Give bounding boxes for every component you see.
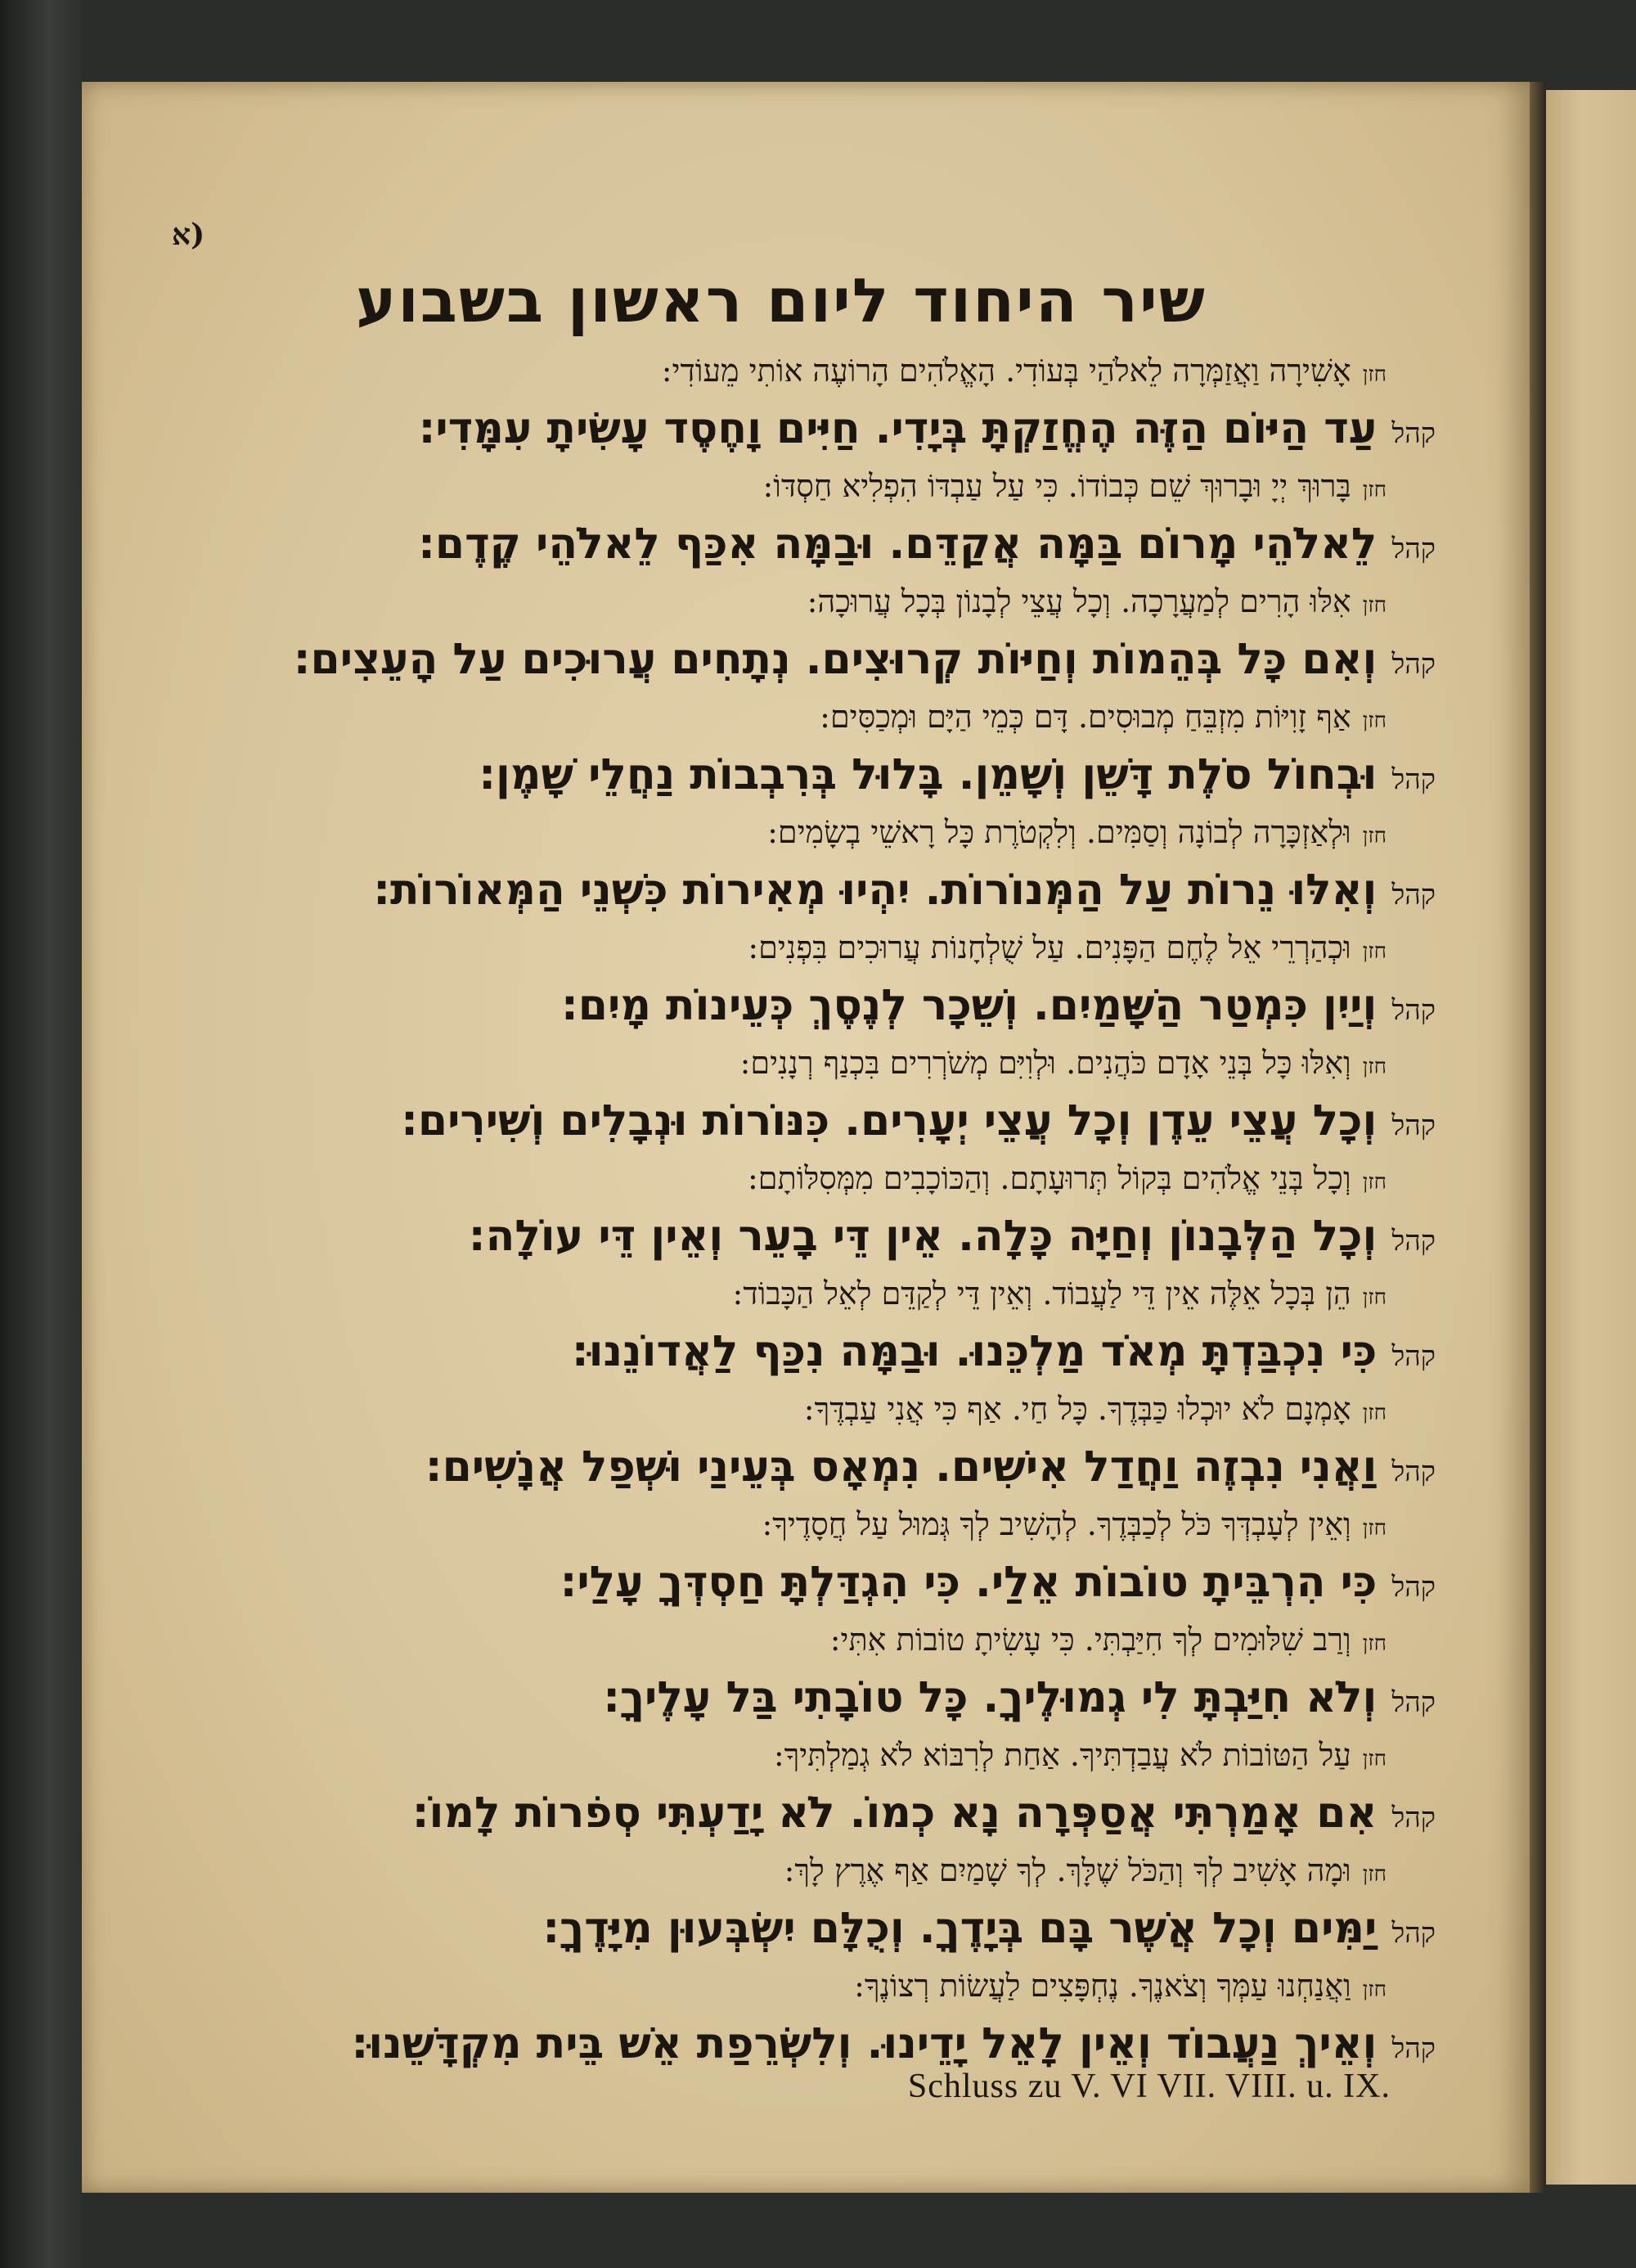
verse-text: וְאִם כָּל בְּהֵמוֹת וְחַיּוֹת קְרוּצִים. נְתָחִים עֲרוּכִים עַל הָעֵצִים: — [293, 635, 1378, 684]
verse-line-kahal — [209, 860, 1436, 920]
verse-line-kahal — [209, 514, 1436, 574]
kahal-marker: קהל — [1391, 879, 1436, 911]
verse-text: וְכָל עֲצֵי עֵדֶן וְכָל עֲצֵי יְעָרִים. כִּנּוֹרוֹת וּנְבָלִים וְשִׁירִים: — [401, 1096, 1378, 1145]
verse-line-kahal — [209, 1552, 1436, 1613]
verse-line-kahal — [209, 1321, 1436, 1382]
verse-text: עַד הַיּוֹם הַזֶּה הֶחֱזַקְתָּ בְּיָדִי. חַיִּים וָחֶסֶד עָשִׂיתָ עִמָּדִי: — [418, 404, 1378, 453]
verse-text: וְאִלּוּ נֵרוֹת עַל הַמְּנוֹרוֹת. יִהְיוּ מְאִירוֹת כִּשְׁנֵי הַמְּאוֹרוֹת: — [373, 866, 1378, 915]
kahal-marker: קהל — [1391, 763, 1436, 796]
verse-text: וַאֲנִי נִבְזֶה וַחֲדַל אִישִׁים. נִמְאָס בְּעֵינַי וּשְׁפַל אֲנָשִׁים: — [425, 1442, 1378, 1492]
page-title: שיר היחוד ליום ראשון בשבוע — [356, 266, 1207, 336]
adjacent-page-edge — [1546, 90, 1636, 2185]
verse-text: הֵן בְּכָל אֵלֶּה אֵין דֵּי לַעֲבוֹד. וְאֵין דֵּי לְקַדֵּם לְאֵל הַכָּבוֹד: — [732, 1276, 1351, 1312]
verse-text: אִם אָמַרְתִּי אֲסַפְּרָה נָא כְמוֹ. לֹא יָדַעְתִּי סְפֹרוֹת לָמוֹ: — [411, 1789, 1378, 1838]
verse-line-kahal — [209, 629, 1436, 690]
verse-text: וְאֵין לְעָבְדְּךָ כֹּל לְכַבְּדֶךָ. לְהָשִׁיב לְךָ גְּמוּל עַל חֲסָדֶיךָ: — [762, 1506, 1351, 1542]
verse-line-chazan — [209, 1497, 1436, 1552]
verse-text: וּמָה אָשִׁיב לְךָ וְהַכֹּל שֶׁלָּךְ. לְךָ שָׁמַיִם אַף אֶרֶץ לָךְ: — [784, 1852, 1351, 1888]
verse-text: לֵאלֹהֵי מָרוֹם בַּמָּה אֲקַדֵּם. וּבַמָּה אִכַּף לֵאלֹהֵי קֶדֶם: — [418, 520, 1378, 569]
chazan-marker: חזן — [1362, 1055, 1387, 1079]
chazan-marker: חזן — [1362, 1978, 1387, 2002]
verse-line-chazan — [209, 459, 1436, 514]
chazan-marker: חזן — [1362, 362, 1387, 387]
verse-text: וְיַיִן כִּמְטַר הַשָּׁמַיִם. וְשֵׁכָר לְנֶסֶךְ כְּעֵינוֹת מָיִם: — [561, 981, 1378, 1030]
footer-note: Schluss zu V. VI VII. VIII. u. IX. — [907, 2068, 1391, 2105]
kahal-marker: קהל — [1391, 1571, 1436, 1604]
verse-line-kahal — [209, 975, 1436, 1036]
chazan-marker: חזן — [1362, 1631, 1387, 1656]
chazan-marker: חזן — [1362, 1285, 1387, 1310]
verse-text: וְלֹא חִיַּבְתָּ לִי גְמוּלֶיךָ. כָּל טוֹבָתִי בַּל עָלֶיךָ: — [603, 1673, 1378, 1722]
verse-text: בָּרוּךְ יְיָ וּבָרוּךְ שֵׁם כְּבוֹדוֹ. כִּי עַל עַבְדּוֹ הִפְלִיא חַסְדּוֹ: — [762, 468, 1351, 504]
chazan-marker: חזן — [1362, 478, 1387, 502]
verse-text: וּבְחוֹל סֹלֶת דָּשֵׁן וְשָׁמֵן. בָּלוּל בְּרִבְבוֹת נַחֲלֵי שָׁמֶן: — [479, 750, 1378, 799]
verse-text: אָמְנָם לֹא יוּכְלוּ כַּבְּדֶךָ. כָּל חַי. אַף כִּי אֲנִי עַבְדֶּךָ: — [803, 1391, 1351, 1427]
verse-line-chazan — [209, 344, 1436, 398]
verse-line-chazan — [209, 1151, 1436, 1206]
verse-text: וּכְהַרְרֵי אֵל לֶחֶם הַפָּנִים. עַל שֻׁלְחָנוֹת עֲרוּכִים בִּפְנִים: — [748, 929, 1351, 965]
verse-text: אָשִׁירָה וַאֲזַמְּרָה לֵאלֹהַי בְּעוֹדִי. הָאֱלֹהִים הָרוֹעֶה אוֹתִי מֵעוֹדִי: — [661, 353, 1351, 389]
verse-text: וְכָל בְּנֵי אֱלֹהִים בְּקוֹל תְּרוּעָתָם. וְהַכּוֹכָבִים מִמְּסִלּוֹתָם: — [747, 1160, 1351, 1196]
kahal-marker: קהל — [1391, 994, 1436, 1027]
kahal-marker: קהל — [1391, 1917, 1436, 1950]
verse-text: כִּי הִרְבֵּיתָ טוֹבוֹת אֵלַי. כִּי הִגְדַּלְתָּ חַסְדְּךָ עָלַי: — [560, 1558, 1378, 1607]
kahal-marker: קהל — [1391, 1225, 1436, 1258]
verse-line-kahal — [209, 1667, 1436, 1728]
book-binding — [0, 0, 82, 2268]
chazan-marker: חזן — [1362, 824, 1387, 848]
verse-line-chazan — [209, 1036, 1436, 1091]
kahal-marker: קהל — [1391, 1340, 1436, 1373]
verse-line-kahal — [209, 1898, 1436, 1959]
kahal-marker: קהל — [1391, 417, 1436, 450]
verse-line-chazan — [209, 920, 1436, 975]
verse-text: עַל הַטּוֹבוֹת לֹא עֲבַדְתִּיךָ. אַחַת לְרִבּוֹא לֹא גְמַלְתִּיךָ: — [773, 1737, 1351, 1773]
verse-line-kahal — [209, 1091, 1436, 1151]
kahal-marker: קהל — [1391, 1456, 1436, 1488]
kahal-marker: קהל — [1391, 1802, 1436, 1834]
verse-list — [209, 344, 1436, 2068]
kahal-marker: קהל — [1391, 533, 1436, 565]
verse-line-chazan — [209, 1959, 1436, 2014]
chazan-marker: חזן — [1362, 1170, 1387, 1195]
chazan-marker: חזן — [1362, 1862, 1387, 1887]
verse-line-chazan — [209, 1267, 1436, 1321]
verse-line-kahal — [209, 1206, 1436, 1267]
page-gutter — [1530, 82, 1546, 2193]
kahal-marker: קהל — [1391, 1686, 1436, 1719]
verse-line-chazan — [209, 805, 1436, 860]
chazan-marker: חזן — [1362, 1747, 1387, 1771]
verse-text: וְאֵיךְ נַעֲבוֹד וְאֵין לָאֵל יָדֵינוּ. וְלִשְׂרֵפַת אֵשׁ בֵּית מִקְדָּשֵׁנוּ: — [351, 2019, 1378, 2068]
verse-line-chazan — [209, 1382, 1436, 1437]
verse-line-kahal — [209, 1783, 1436, 1843]
verse-line-kahal — [209, 1437, 1436, 1497]
chazan-marker: חזן — [1362, 939, 1387, 964]
verse-text: אַף זָוִיּוֹת מִזְבֵּחַ מְבוּסִים. דָּם כְּמֵי הַיָּם וּמְכַסִּים: — [820, 699, 1351, 735]
verse-line-chazan — [209, 1728, 1436, 1783]
verse-line-chazan — [209, 574, 1436, 629]
verse-text: וּלְאַזְכָּרָה לְבוֹנָה וְסַמִּים. וְלִקְטֹרֶת כָּל רָאשֵׁי בְשָׂמִים: — [767, 814, 1351, 850]
verse-text: וְאִלּוּ כָּל בְּנֵי אָדָם כֹּהֲנִים. וּלְוִיִּם מְשֹׁרְרִים בִּכְנַף רְנָנִים: — [739, 1045, 1351, 1081]
chazan-marker: חזן — [1362, 709, 1387, 733]
verse-text: וְכָל הַלְּבָנוֹן וְחַיָּה כָּלָה. אֵין דֵּי בָעֵר וְאֵין דֵּי עוֹלָה: — [468, 1212, 1378, 1261]
kahal-marker: קהל — [1391, 1109, 1436, 1142]
verse-line-chazan — [209, 690, 1436, 745]
verse-text: אִלּוּ הָרִים לְמַעֲרָכָה. וְכָל עֲצֵי לְבָנוֹן בְּכָל עֲרוּכָה: — [807, 583, 1351, 619]
kahal-marker: קהל — [1391, 648, 1436, 681]
kahal-marker: קהל — [1391, 2032, 1436, 2065]
chazan-marker: חזן — [1362, 1516, 1387, 1541]
verse-text: יַמִּים וְכָל אֲשֶׁר בָּם בְּיָדֶךָ. וְכֻלָּם יִשְׂבְּעוּן מִיָּדֶךָ: — [542, 1904, 1378, 1953]
page-number: (א — [172, 218, 205, 252]
verse-line-chazan — [209, 1613, 1436, 1667]
chazan-marker: חזן — [1362, 593, 1387, 618]
verse-text: וְרַב שִׁלּוּמִים לְךָ חִיַּבְתִּי. כִּי עָשִׂיתָ טוֹבוֹת אִתִּי: — [829, 1622, 1351, 1658]
verse-line-kahal — [209, 745, 1436, 805]
verse-line-kahal — [209, 398, 1436, 459]
verse-text: כִּי נִכְבַּדְתָּ מְאֹד מַלְכֵּנוּ. וּבַמָּה נִכַּף לַאֲדוֹנֵנוּ: — [571, 1327, 1378, 1376]
chazan-marker: חזן — [1362, 1401, 1387, 1425]
verse-line-chazan — [209, 1843, 1436, 1898]
verse-text: וַאֲנַחְנוּ עַמְּךָ וְצֹאנֶךָ. נֶחְפָּצִים לַעֲשׂוֹת רְצוֹנֶךָ: — [854, 1968, 1351, 2004]
